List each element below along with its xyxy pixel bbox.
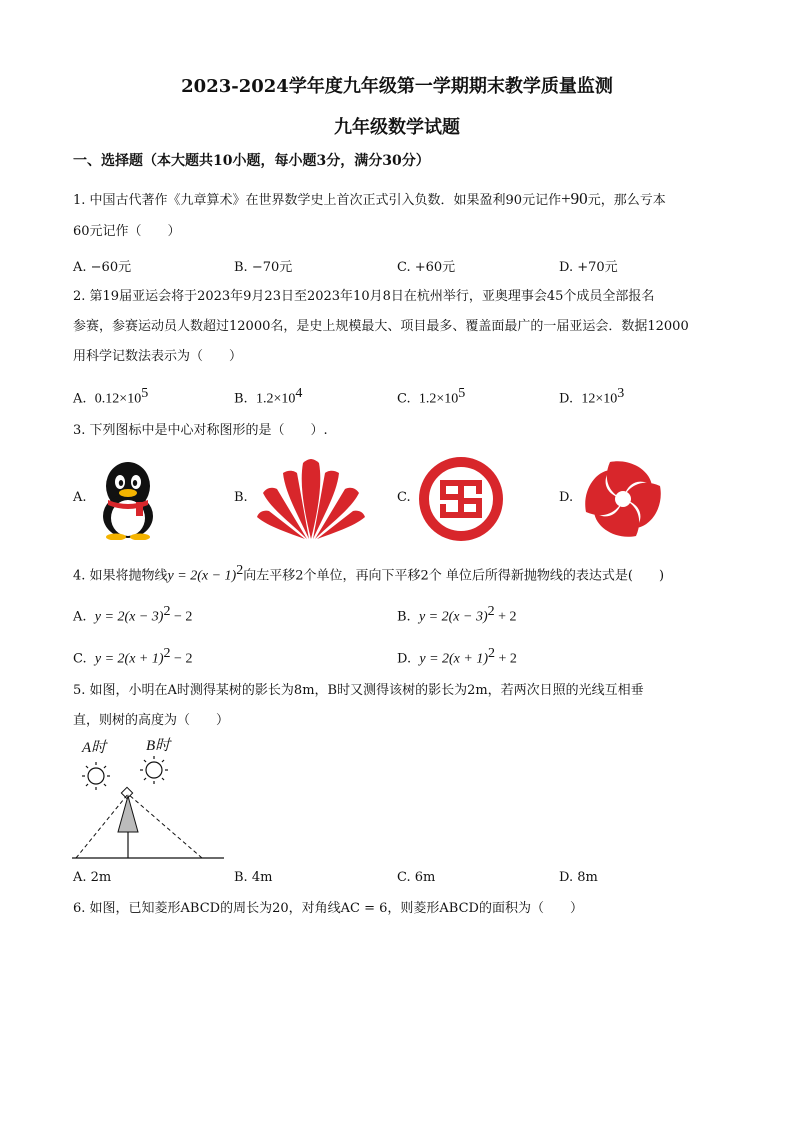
q2-a-value: 0.12×10 [94,391,142,407]
bank-logo-icon[interactable] [418,456,504,542]
q4-b-label: B. [397,609,411,625]
q4-exponent: 2 [236,563,244,578]
q2-line2: 参赛，参赛运动员人数超过12000名，是史上规模最大、项目最多、覆盖面最广的一届亚运会．数据12000 [73,319,689,334]
q3-option-a-label[interactable]: A. [73,490,87,505]
q4-d-expr: y = 2(x + 1) [419,651,489,667]
q5-option-a[interactable]: A. 2m [73,870,112,885]
q4-a-exp: 2 [163,604,171,619]
q4-a-label: A. [73,609,87,625]
q4-c-expr: y = 2(x + 1) [94,651,164,667]
q1-line1 [73,190,666,210]
q3-line1: 3. 下列图标中是中心对称图形的是（ ）. [73,423,328,438]
q2-option-b[interactable] [234,386,302,407]
q1-plus90: +90 [561,189,588,208]
q1-text-end: 元，那么亏本 [587,193,666,208]
fig-label-b: B时 [146,738,171,754]
q2-a-exp: 5 [141,386,149,401]
page-subtitle: 九年级数学试题 [334,117,460,138]
q4-a-tail: − 2 [170,609,193,625]
q4-c-label: C. [73,651,87,667]
q1-line2: 60元记作（ ） [73,224,181,239]
q4-c-exp: 2 [163,646,171,661]
q5-line2: 直，则树的高度为（ ） [73,713,230,728]
q2-option-d[interactable] [559,386,624,407]
q2-d-exp: 3 [617,386,625,401]
section-heading: 一、选择题（本大题共10小题，每小题3分，满分30分） [73,153,430,169]
penguin-logo-icon[interactable] [96,458,160,540]
q4-d-exp: 2 [488,646,496,661]
q5-option-c[interactable]: C. 6m [397,870,436,885]
q2-option-a[interactable] [73,386,148,407]
q4-text-post: 向左平移2个单位，再向下平移2个 单位后所得新抛物线的表达式是( ) [243,568,665,584]
q1-option-c[interactable]: C. +60元 [397,260,456,275]
q3-option-c-label[interactable]: C. [397,490,411,505]
q1-option-d[interactable]: D. +70元 [559,260,618,275]
q4-option-c[interactable] [73,646,192,667]
q1-option-b[interactable]: B. −70元 [234,260,293,275]
page-title: 2023-2024学年度九年级第一学期期末教学质量监测 [181,76,613,97]
q2-b-label: B. [234,391,248,407]
fig-label-a: A时 [82,740,107,756]
q4-option-d[interactable] [397,646,517,667]
sun-a-icon [82,762,110,790]
q2-c-value: 1.2×10 [418,391,459,407]
q1-option-a[interactable]: A. −60元 [73,260,132,275]
q4-b-exp: 2 [487,604,495,619]
q6-line1: 6. 如图，已知菱形ABCD的周长为20，对角线AC = 6，则菱形ABCD的面积为（ ） [73,901,583,916]
q3-option-b-label[interactable]: B. [234,490,248,505]
q2-line1: 2. 第19届亚运会将于2023年9月23日至2023年10月8日在杭州举行，亚奥理事会45个成员全部报名 [73,289,655,304]
q4-b-expr: y = 2(x − 3) [418,609,488,625]
q3-option-d-label[interactable]: D. [559,490,574,505]
q2-line3: 用科学记数法表示为（ ） [73,349,243,364]
q4-line1 [73,562,664,585]
q4-expression: y = 2(x − 1) [167,568,237,584]
q5-line1: 5. 如图，小明在A时测得某树的影长为8m，B时又测得该树的影长为2m，若两次日照的光线互相垂 [73,683,644,698]
q1-text: 1. 中国古代著作《九章算术》在世界数学史上首次正式引入负数．如果盈利90元记作 [73,193,562,208]
q4-b-tail: + 2 [494,609,517,625]
q2-option-c[interactable] [397,386,465,407]
q2-c-label: C. [397,391,411,407]
petal-logo-icon[interactable] [255,455,367,541]
q4-a-expr: y = 2(x − 3) [94,609,164,625]
q2-a-label: A. [73,391,87,407]
q2-b-value: 1.2×10 [255,391,296,407]
q2-d-value: 12×10 [581,391,618,407]
q4-option-b[interactable] [397,604,517,625]
tree-shadow-figure [68,734,228,864]
q2-c-exp: 5 [458,386,466,401]
q4-text-pre: 4. 如果将抛物线 [73,568,168,584]
q4-option-a[interactable] [73,604,192,625]
q2-d-label: D. [559,391,574,407]
swirl-logo-icon[interactable] [580,456,666,542]
q5-option-b[interactable]: B. 4m [234,870,273,885]
q2-b-exp: 4 [295,386,303,401]
q4-c-tail: − 2 [170,651,193,667]
sun-b-icon [140,756,168,784]
q5-option-d[interactable]: D. 8m [559,870,598,885]
q4-d-tail: + 2 [495,651,517,667]
q4-d-label: D. [397,651,412,667]
